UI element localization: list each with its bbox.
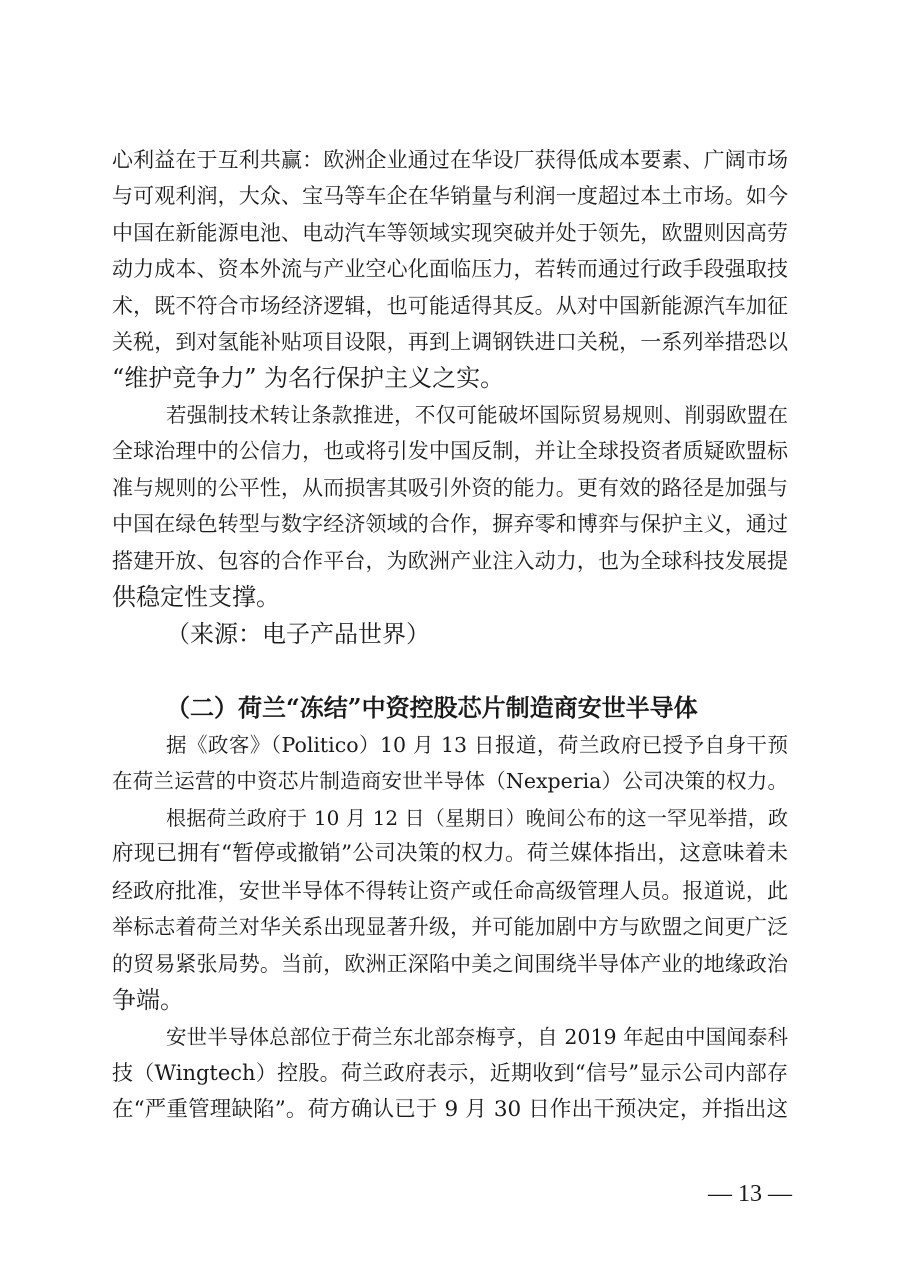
paragraph-1-line: 关税，到对氢能补贴项目设限，再到上调钢铁进口关税，一系列举措恐以 — [112, 330, 788, 354]
paragraph-1-line: 动力成本、资本外流与产业空心化面临压力，若转而通过行政手段强取技 — [112, 257, 788, 281]
paragraph-4-line: 根据荷兰政府于 10 月 12 日（星期日）晚间公布的这一罕见举措，政 — [166, 806, 788, 830]
paragraph-5-line: 在“严重管理缺陷”。荷方确认已于 9 月 30 日作出干预决定，并指出这 — [112, 1097, 788, 1122]
paragraph-2-line: 全球治理中的公信力，也或将引发中国反制，并让全球投资者质疑欧盟标 — [112, 439, 788, 463]
page-number: — 13 — — [708, 1181, 792, 1207]
paragraph-1-line: 中国在新能源电池、电动汽车等领域实现突破并处于领先，欧盟则因高劳 — [112, 221, 788, 245]
paragraph-4-line: 的贸易紧张局势。当前，欧洲正深陷中美之间围绕半导体产业的地缘政治 — [112, 952, 788, 976]
paragraph-4-line: 经政府批准，安世半导体不得转让资产或任命高级管理人员。报道说，此 — [112, 879, 788, 903]
paragraph-4-line: 府现已拥有“暂停或撤销”公司决策的权力。荷兰媒体指出，这意味着未 — [112, 841, 788, 866]
source-note: （来源：电子产品世界） — [166, 620, 430, 648]
paragraph-5-line: 安世半导体总部位于荷兰东北部奈梅亨，自 2019 年起由中国闻泰科 — [166, 1025, 788, 1049]
paragraph-2-line: 准与规则的公平性，从而损害其吸引外资的能力。更有效的路径是加强与 — [112, 476, 788, 500]
paragraph-2-line: 若强制技术转让条款推进，不仅可能破坏国际贸易规则、削弱欧盟在 — [166, 403, 788, 427]
paragraph-1-line: “维护竞争力” 为名行保护主义之实。 — [112, 364, 505, 392]
paragraph-5-line: 技（Wingtech）控股。荷兰政府表示，近期收到“信号”显示公司内部存 — [112, 1061, 788, 1085]
paragraph-2-line: 搭建开放、包容的合作平台，为欧洲产业注入动力，也为全球科技发展提 — [112, 549, 788, 573]
paragraph-1-line: 术，既不符合市场经济逻辑，也可能适得其反。从对中国新能源汽车加征 — [112, 294, 788, 318]
paragraph-1-line: 与可观利润，大众、宝马等车企在华销量与利润一度超过本土市场。如今 — [112, 184, 788, 208]
paragraph-2-line: 供稳定性支撑。 — [112, 583, 280, 611]
section-heading: （二）荷兰“冻结”中资控股芯片制造商安世半导体 — [166, 693, 698, 722]
paragraph-3-line: 据《政客》（Politico）10 月 13 日报道，荷兰政府已授予自身干预 — [166, 733, 788, 757]
paragraph-3-line: 在荷兰运营的中资芯片制造商安世半导体（Nexperia）公司决策的权力。 — [112, 769, 788, 793]
paragraph-1-line: 心利益在于互利共赢：欧洲企业通过在华设厂获得低成本要素、广阔市场 — [112, 148, 788, 172]
paragraph-4-line: 争端。 — [112, 986, 184, 1014]
paragraph-4-line: 举标志着荷兰对华关系出现显著升级，并可能加剧中方与欧盟之间更广泛 — [112, 915, 788, 939]
paragraph-2-line: 中国在绿色转型与数字经济领域的合作，摒弃零和博弈与保护主义，通过 — [112, 512, 788, 536]
